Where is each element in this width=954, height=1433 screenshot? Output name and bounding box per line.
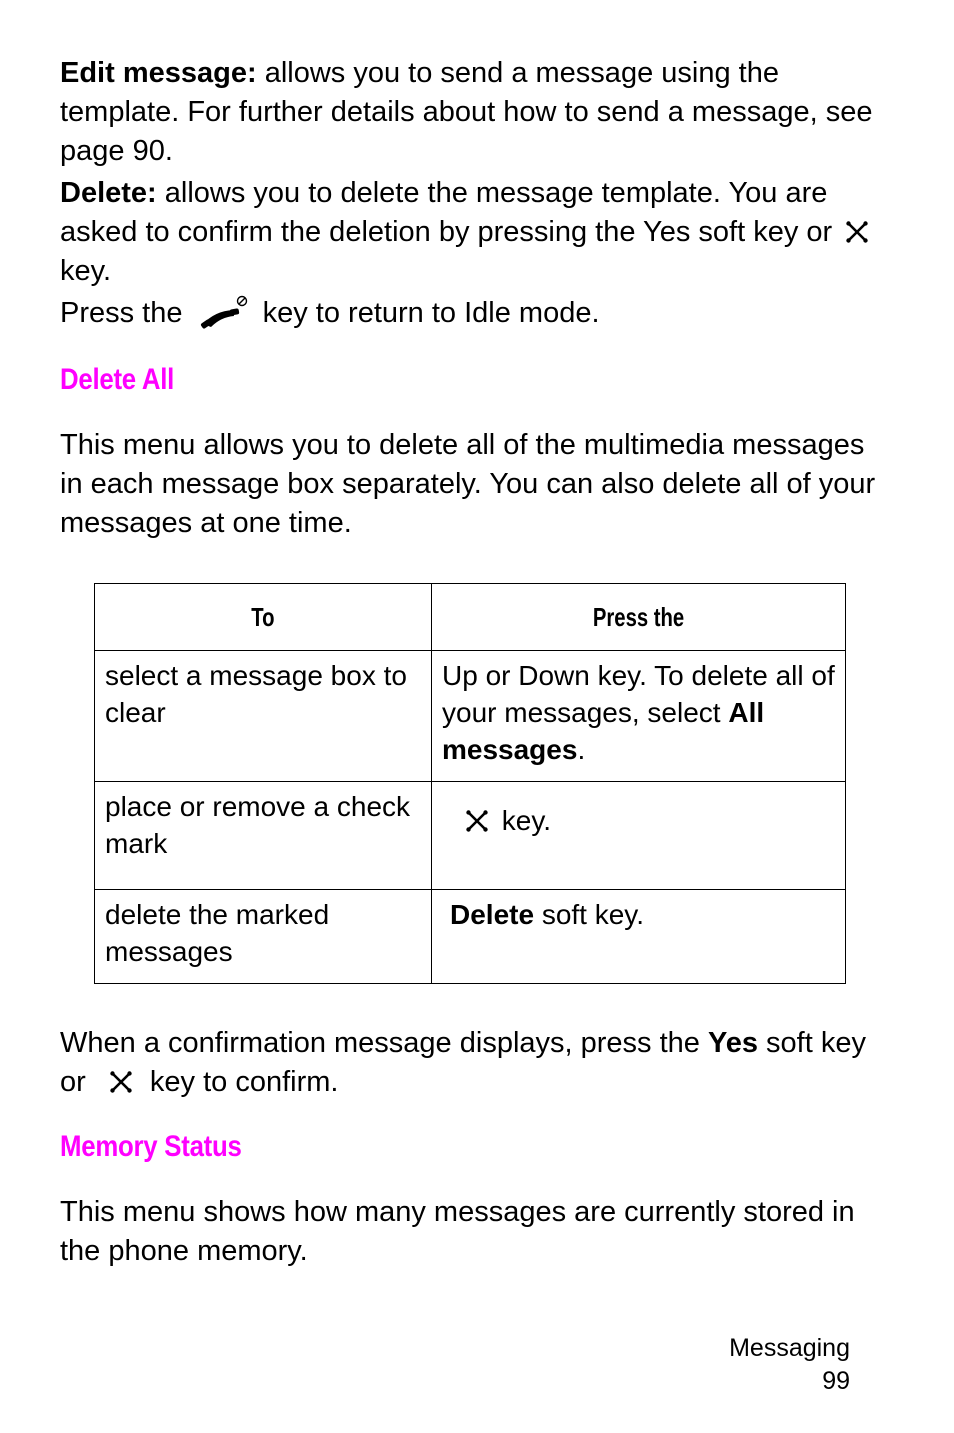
idle-text-a: Press the	[60, 297, 191, 329]
table-header-row	[95, 584, 846, 651]
table-header-to-label: To	[251, 601, 275, 632]
idle-paragraph	[60, 294, 890, 333]
delete-text-a: allows you to delete the message template. You are asked to confirm the deletion by pressing the Yes soft key or	[60, 177, 841, 248]
ok-key-icon	[464, 808, 490, 834]
footer-page-number: 99	[822, 1367, 850, 1395]
table-row	[95, 890, 846, 984]
press-text-b: .	[577, 734, 586, 765]
confirm-text-c: key to confirm.	[141, 1066, 339, 1098]
press-text-a: Up or Down key. To delete all of your messages, select	[442, 660, 835, 728]
delete-all-key-table	[94, 583, 846, 984]
memory-status-heading: Memory Status	[60, 1130, 242, 1163]
delete-all-body: This menu allows you to delete all of the multimedia messages in each message box separately. You can also delete all of your messages at one time.	[60, 429, 876, 539]
table-header-press	[432, 584, 846, 651]
idle-text-b: key to return to Idle mode.	[254, 297, 600, 329]
edit-message-paragraph	[60, 54, 890, 171]
table-cell-to: select a message box to clear	[95, 651, 432, 782]
edit-message-label: Edit message:	[60, 57, 257, 89]
page-footer	[729, 1332, 850, 1398]
table-cell-to: delete the marked messages	[95, 890, 432, 984]
table-cell-press	[432, 890, 846, 984]
delete-all-heading: Delete All	[60, 363, 175, 396]
press-bold: All messages	[442, 697, 765, 765]
memory-status-body: This menu shows how many messages are currently stored in the phone memory.	[60, 1196, 855, 1267]
table-row	[95, 782, 846, 890]
edit-message-text: allows you to send a message using the template. For further details about how to send a message, see page 90.	[60, 57, 873, 167]
table-cell-press	[432, 651, 846, 782]
table-cell-press	[432, 782, 846, 890]
end-key-icon	[199, 294, 249, 330]
press-bold: Delete	[450, 899, 535, 930]
confirm-yes: Yes	[707, 1027, 758, 1059]
delete-paragraph	[60, 174, 890, 291]
confirm-text-a: When a confirmation message displays, press the	[60, 1027, 708, 1059]
footer-section: Messaging	[729, 1334, 850, 1362]
ok-key-icon	[108, 1069, 134, 1095]
delete-text-b: key.	[60, 255, 112, 287]
delete-label: Delete:	[60, 177, 157, 209]
table-header-to	[95, 584, 432, 651]
table-header-press-label: Press the	[592, 601, 685, 632]
confirm-text-b: soft key or	[60, 1027, 866, 1098]
page-content	[60, 54, 890, 1271]
press-text-b: key.	[494, 805, 552, 836]
ok-key-icon	[844, 219, 870, 245]
press-text-b: soft key.	[534, 899, 645, 930]
confirm-paragraph	[60, 1024, 890, 1102]
table-row	[95, 651, 846, 782]
table-cell-to: place or remove a check mark	[95, 782, 432, 890]
